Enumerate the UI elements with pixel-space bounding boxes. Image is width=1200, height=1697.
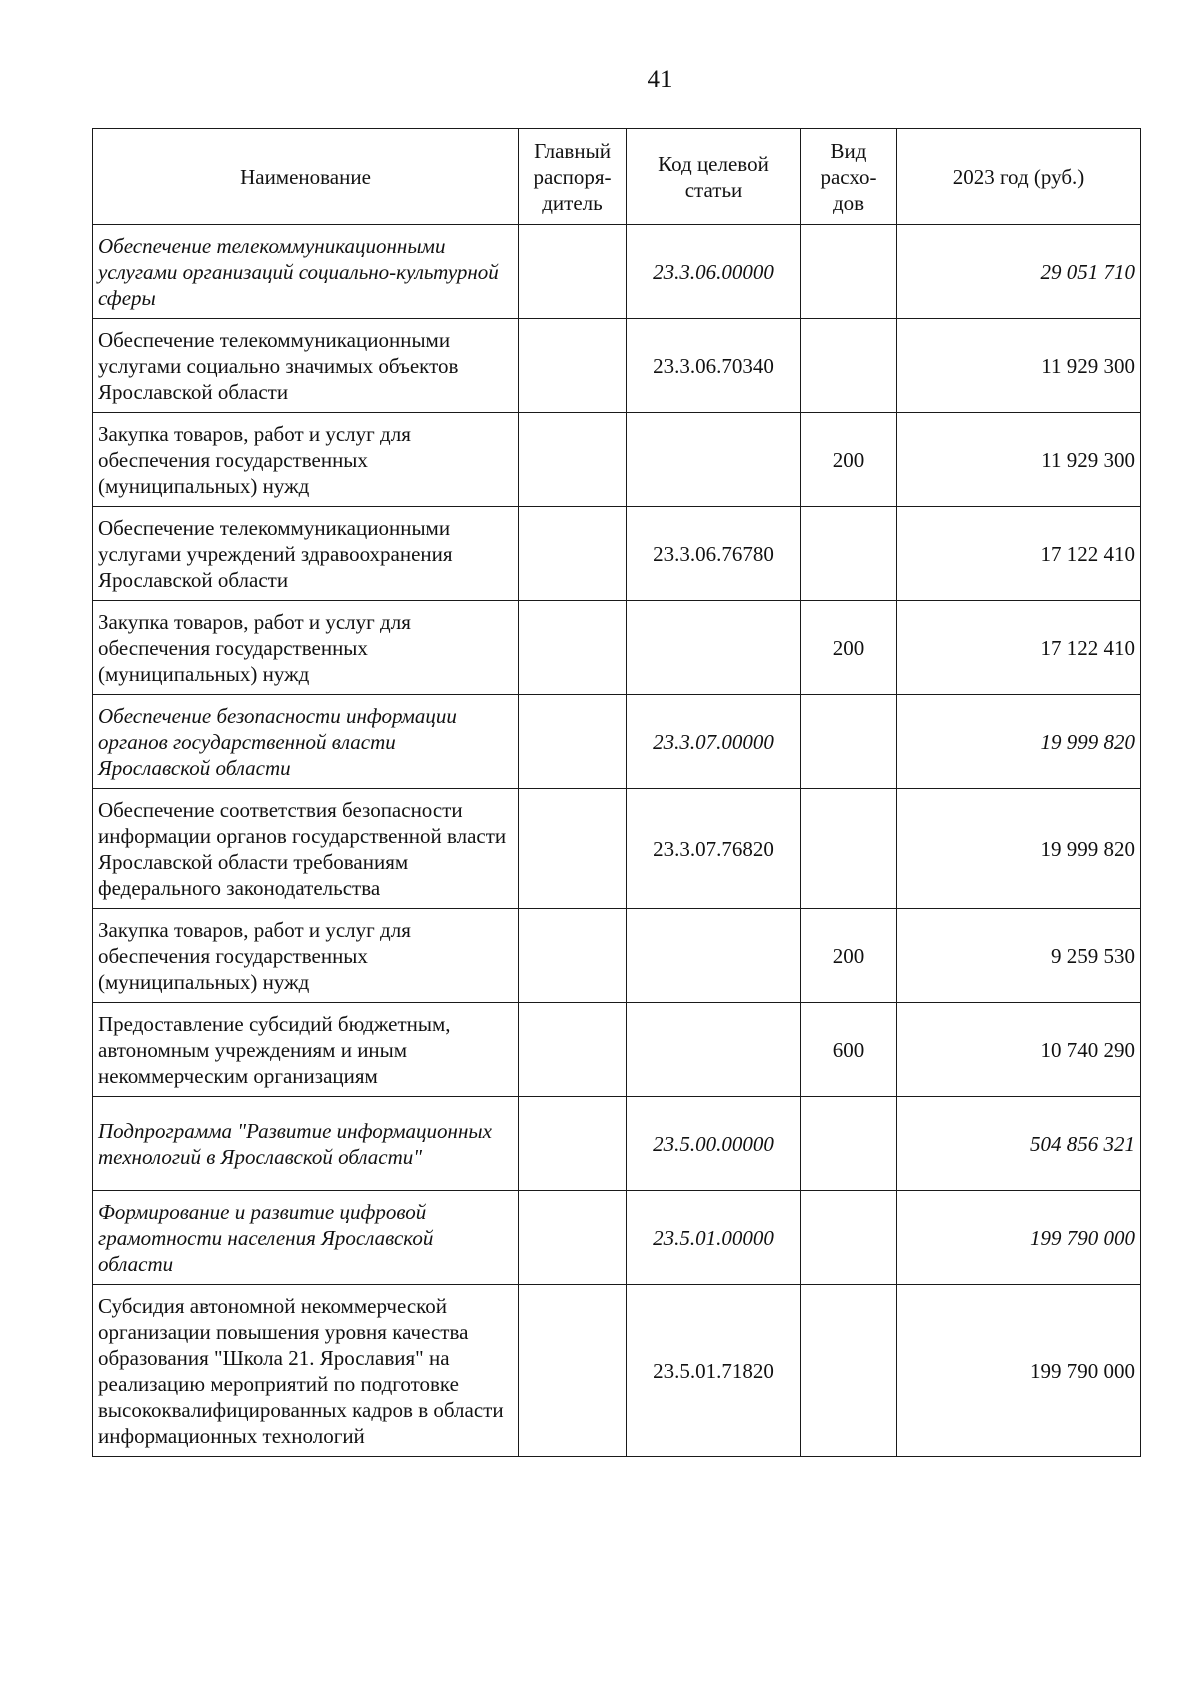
row-code: 23.5.01.71820 (627, 1285, 801, 1457)
table-row (93, 319, 1141, 413)
row-code: 23.3.06.00000 (627, 225, 801, 319)
row-vid (801, 1097, 897, 1191)
row-name: Обеспечение соответствия безопасности информации органов государственной власти Ярославской области требованиям федерального законодательства (93, 789, 519, 909)
header-manager: Главный распоря- дитель (519, 129, 627, 225)
row-name: Обеспечение телекоммуникационными услугами организаций социально-культурной сферы (93, 225, 519, 319)
row-name: Субсидия автономной некоммерческой организации повышения уровня качества образования "Школа 21. Ярославия" на реализацию мероприятий по подготовке высококвалифицированных кадров в области информационных технологий (93, 1285, 519, 1457)
row-amount: 17 122 410 (897, 507, 1141, 601)
header-name: Наименование (93, 129, 519, 225)
row-vid (801, 319, 897, 413)
row-amount: 199 790 000 (897, 1191, 1141, 1285)
row-code: 23.3.06.70340 (627, 319, 801, 413)
row-vid (801, 225, 897, 319)
row-name: Подпрограмма "Развитие информационных технологий в Ярославской области" (93, 1097, 519, 1191)
row-manager (519, 413, 627, 507)
row-vid (801, 507, 897, 601)
row-amount: 19 999 820 (897, 695, 1141, 789)
row-code (627, 909, 801, 1003)
table-header-row (93, 129, 1141, 225)
row-name: Формирование и развитие цифровой грамотности населения Ярославской области (93, 1191, 519, 1285)
table-row (93, 1003, 1141, 1097)
row-manager (519, 319, 627, 413)
table-row (93, 695, 1141, 789)
table-row (93, 1191, 1141, 1285)
row-code: 23.5.01.00000 (627, 1191, 801, 1285)
row-amount: 19 999 820 (897, 789, 1141, 909)
table-row (93, 789, 1141, 909)
row-manager (519, 601, 627, 695)
row-code (627, 413, 801, 507)
row-vid: 200 (801, 413, 897, 507)
row-amount: 199 790 000 (897, 1285, 1141, 1457)
row-vid (801, 1285, 897, 1457)
page-number: 41 (647, 66, 673, 93)
row-manager (519, 789, 627, 909)
table-row (93, 1285, 1141, 1457)
row-amount: 29 051 710 (897, 225, 1141, 319)
row-name: Обеспечение телекоммуникационными услугами социально значимых объектов Ярославской области (93, 319, 519, 413)
row-vid (801, 789, 897, 909)
row-amount: 10 740 290 (897, 1003, 1141, 1097)
row-vid: 600 (801, 1003, 897, 1097)
row-name: Закупка товаров, работ и услуг для обеспечения государственных (муниципальных) нужд (93, 601, 519, 695)
row-manager (519, 1191, 627, 1285)
row-code: 23.3.06.76780 (627, 507, 801, 601)
row-name: Предоставление субсидий бюджетным, автономным учреждениям и иным некоммерческим организациям (93, 1003, 519, 1097)
header-amount: 2023 год (руб.) (897, 129, 1141, 225)
table-row (93, 1097, 1141, 1191)
row-code (627, 601, 801, 695)
table-row (93, 601, 1141, 695)
row-manager (519, 1097, 627, 1191)
row-vid (801, 695, 897, 789)
row-manager (519, 1285, 627, 1457)
row-name: Обеспечение безопасности информации органов государственной власти Ярославской области (93, 695, 519, 789)
table-row (93, 507, 1141, 601)
row-code: 23.3.07.76820 (627, 789, 801, 909)
row-vid: 200 (801, 909, 897, 1003)
table-row (93, 909, 1141, 1003)
row-code: 23.3.07.00000 (627, 695, 801, 789)
row-name: Закупка товаров, работ и услуг для обеспечения государственных (муниципальных) нужд (93, 909, 519, 1003)
row-amount: 11 929 300 (897, 319, 1141, 413)
row-manager (519, 507, 627, 601)
table-row (93, 413, 1141, 507)
row-code (627, 1003, 801, 1097)
row-name: Обеспечение телекоммуникационными услугами учреждений здравоохранения Ярославской области (93, 507, 519, 601)
table-row (93, 225, 1141, 319)
row-name: Закупка товаров, работ и услуг для обеспечения государственных (муниципальных) нужд (93, 413, 519, 507)
row-amount: 504 856 321 (897, 1097, 1141, 1191)
header-vid: Вид расхо- дов (801, 129, 897, 225)
row-manager (519, 695, 627, 789)
row-vid: 200 (801, 601, 897, 695)
row-code: 23.5.00.00000 (627, 1097, 801, 1191)
row-manager (519, 225, 627, 319)
row-manager (519, 1003, 627, 1097)
budget-table (92, 128, 1141, 1457)
row-amount: 11 929 300 (897, 413, 1141, 507)
row-amount: 17 122 410 (897, 601, 1141, 695)
row-vid (801, 1191, 897, 1285)
header-code: Код целевой статьи (627, 129, 801, 225)
row-amount: 9 259 530 (897, 909, 1141, 1003)
row-manager (519, 909, 627, 1003)
